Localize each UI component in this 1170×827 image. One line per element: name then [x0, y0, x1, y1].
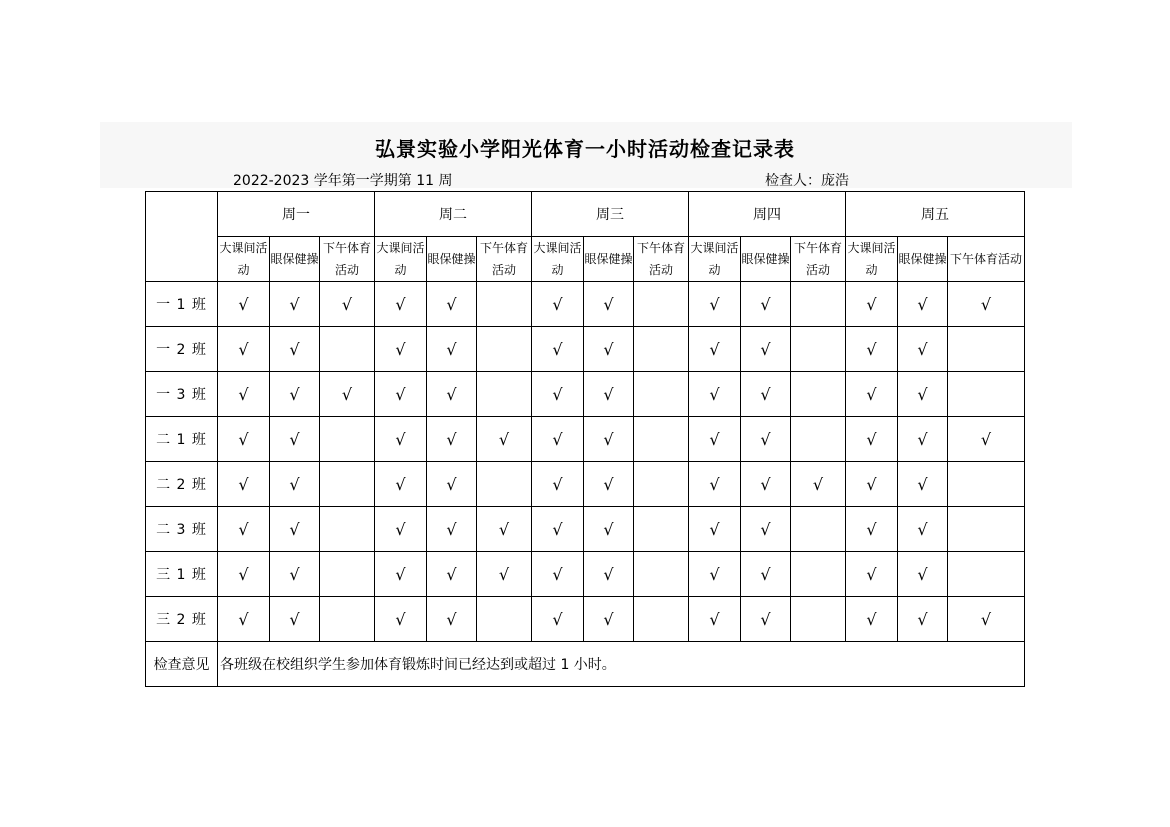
check-cell: √	[477, 552, 532, 597]
check-cell: √	[846, 462, 898, 507]
class-name: 二 2 班	[146, 462, 218, 507]
check-cell: √	[584, 507, 634, 552]
check-cell: √	[898, 597, 948, 642]
check-cell	[948, 327, 1025, 372]
check-cell	[320, 417, 375, 462]
class-name: 一 3 班	[146, 372, 218, 417]
check-cell: √	[427, 552, 477, 597]
check-cell: √	[375, 507, 427, 552]
check-cell: √	[270, 597, 320, 642]
check-cell: √	[846, 327, 898, 372]
check-cell: √	[948, 282, 1025, 327]
check-cell: √	[218, 597, 270, 642]
class-name: 三 2 班	[146, 597, 218, 642]
check-cell: √	[741, 327, 791, 372]
check-cell: √	[218, 372, 270, 417]
table-row	[146, 327, 1025, 372]
check-cell: √	[532, 282, 584, 327]
check-cell: √	[532, 552, 584, 597]
class-name: 二 1 班	[146, 417, 218, 462]
check-cell: √	[846, 417, 898, 462]
check-cell: √	[741, 282, 791, 327]
check-cell: √	[584, 417, 634, 462]
check-cell: √	[477, 507, 532, 552]
check-cell: √	[741, 597, 791, 642]
check-cell: √	[898, 417, 948, 462]
check-cell: √	[375, 597, 427, 642]
inspector-info: 检查人：庞浩	[765, 173, 849, 189]
class-name: 一 1 班	[146, 282, 218, 327]
activity-header: 大课间活动	[846, 237, 898, 282]
check-cell	[477, 462, 532, 507]
check-cell: √	[689, 507, 741, 552]
check-cell: √	[375, 372, 427, 417]
check-cell: √	[270, 507, 320, 552]
check-cell: √	[898, 372, 948, 417]
check-cell	[320, 327, 375, 372]
check-cell	[791, 417, 846, 462]
check-cell: √	[689, 552, 741, 597]
check-cell: √	[270, 417, 320, 462]
class-name: 三 1 班	[146, 552, 218, 597]
check-cell: √	[427, 372, 477, 417]
check-cell	[791, 552, 846, 597]
table-row	[146, 282, 1025, 327]
check-cell: √	[375, 552, 427, 597]
check-cell	[477, 372, 532, 417]
check-cell: √	[532, 462, 584, 507]
check-cell: √	[218, 507, 270, 552]
table-row	[146, 597, 1025, 642]
check-cell	[634, 552, 689, 597]
check-cell	[320, 597, 375, 642]
check-cell: √	[689, 372, 741, 417]
check-cell	[791, 282, 846, 327]
check-cell: √	[689, 597, 741, 642]
activity-header: 眼保健操	[584, 237, 634, 282]
check-cell	[320, 462, 375, 507]
corner-cell	[146, 192, 218, 282]
activity-header: 眼保健操	[270, 237, 320, 282]
check-cell: √	[375, 462, 427, 507]
check-cell: √	[477, 417, 532, 462]
check-cell: √	[532, 507, 584, 552]
check-cell: √	[270, 462, 320, 507]
check-cell: √	[532, 372, 584, 417]
check-cell	[477, 282, 532, 327]
activity-header: 眼保健操	[898, 237, 948, 282]
check-cell	[477, 597, 532, 642]
check-cell: √	[689, 327, 741, 372]
check-cell: √	[375, 417, 427, 462]
activity-header: 下午体育活动	[477, 237, 532, 282]
check-cell: √	[218, 552, 270, 597]
check-cell	[791, 507, 846, 552]
check-cell: √	[427, 327, 477, 372]
check-cell: √	[427, 462, 477, 507]
check-cell: √	[898, 462, 948, 507]
day-header: 周五	[846, 192, 1025, 237]
check-cell: √	[689, 417, 741, 462]
check-cell: √	[584, 327, 634, 372]
check-cell	[477, 327, 532, 372]
check-cell: √	[846, 597, 898, 642]
check-cell	[791, 597, 846, 642]
check-cell: √	[427, 282, 477, 327]
check-cell: √	[375, 327, 427, 372]
check-cell: √	[898, 552, 948, 597]
check-cell: √	[218, 327, 270, 372]
check-cell: √	[584, 552, 634, 597]
check-cell: √	[741, 507, 791, 552]
check-cell: √	[532, 327, 584, 372]
day-header: 周二	[375, 192, 532, 237]
class-name: 二 3 班	[146, 507, 218, 552]
check-cell: √	[898, 327, 948, 372]
check-cell: √	[689, 462, 741, 507]
check-cell: √	[898, 282, 948, 327]
activity-header: 下午体育活动	[948, 237, 1025, 282]
check-cell: √	[532, 417, 584, 462]
check-cell: √	[427, 417, 477, 462]
check-cell: √	[584, 372, 634, 417]
check-cell: √	[270, 372, 320, 417]
activity-header: 大课间活动	[218, 237, 270, 282]
check-cell: √	[948, 597, 1025, 642]
check-cell: √	[741, 552, 791, 597]
check-cell	[948, 507, 1025, 552]
activity-header: 下午体育活动	[634, 237, 689, 282]
check-cell	[320, 552, 375, 597]
activity-header: 大课间活动	[689, 237, 741, 282]
check-cell	[634, 597, 689, 642]
check-cell: √	[846, 552, 898, 597]
activity-header: 大课间活动	[532, 237, 584, 282]
check-cell: √	[846, 372, 898, 417]
check-cell	[634, 327, 689, 372]
check-cell: √	[427, 597, 477, 642]
day-header: 周三	[532, 192, 689, 237]
check-cell: √	[427, 507, 477, 552]
check-cell: √	[689, 282, 741, 327]
check-cell	[320, 507, 375, 552]
check-cell: √	[270, 327, 320, 372]
check-cell: √	[320, 372, 375, 417]
check-cell	[948, 552, 1025, 597]
term-info: 2022-2023 学年第一学期第 11 周	[233, 173, 453, 189]
check-cell: √	[948, 417, 1025, 462]
opinion-text: 各班级在校组织学生参加体育锻炼时间已经达到或超过 1 小时。	[218, 642, 1025, 687]
check-cell: √	[791, 462, 846, 507]
check-cell: √	[218, 462, 270, 507]
activity-header: 眼保健操	[741, 237, 791, 282]
record-table	[145, 191, 1025, 687]
activity-header: 下午体育活动	[791, 237, 846, 282]
check-cell	[634, 417, 689, 462]
check-cell	[634, 507, 689, 552]
check-cell: √	[898, 507, 948, 552]
check-cell: √	[584, 462, 634, 507]
check-cell: √	[741, 372, 791, 417]
check-cell	[948, 462, 1025, 507]
check-cell	[791, 372, 846, 417]
table-row	[146, 372, 1025, 417]
day-header: 周一	[218, 192, 375, 237]
check-cell: √	[846, 282, 898, 327]
check-cell: √	[584, 282, 634, 327]
check-cell: √	[218, 282, 270, 327]
table-row	[146, 462, 1025, 507]
check-cell: √	[218, 417, 270, 462]
activity-header: 下午体育活动	[320, 237, 375, 282]
check-cell: √	[741, 417, 791, 462]
activity-header: 大课间活动	[375, 237, 427, 282]
check-cell: √	[270, 552, 320, 597]
check-cell: √	[532, 597, 584, 642]
class-name: 一 2 班	[146, 327, 218, 372]
check-cell	[634, 372, 689, 417]
check-cell: √	[846, 507, 898, 552]
table-row	[146, 552, 1025, 597]
table-row	[146, 417, 1025, 462]
opinion-label: 检查意见	[146, 642, 218, 687]
table-row	[146, 507, 1025, 552]
check-cell: √	[741, 462, 791, 507]
check-cell	[634, 282, 689, 327]
check-cell	[948, 372, 1025, 417]
check-cell	[634, 462, 689, 507]
page-title: 弘景实验小学阳光体育一小时活动检查记录表	[375, 137, 795, 161]
check-cell: √	[270, 282, 320, 327]
check-cell: √	[584, 597, 634, 642]
check-cell	[791, 327, 846, 372]
activity-header: 眼保健操	[427, 237, 477, 282]
check-cell: √	[320, 282, 375, 327]
day-header: 周四	[689, 192, 846, 237]
check-cell: √	[375, 282, 427, 327]
